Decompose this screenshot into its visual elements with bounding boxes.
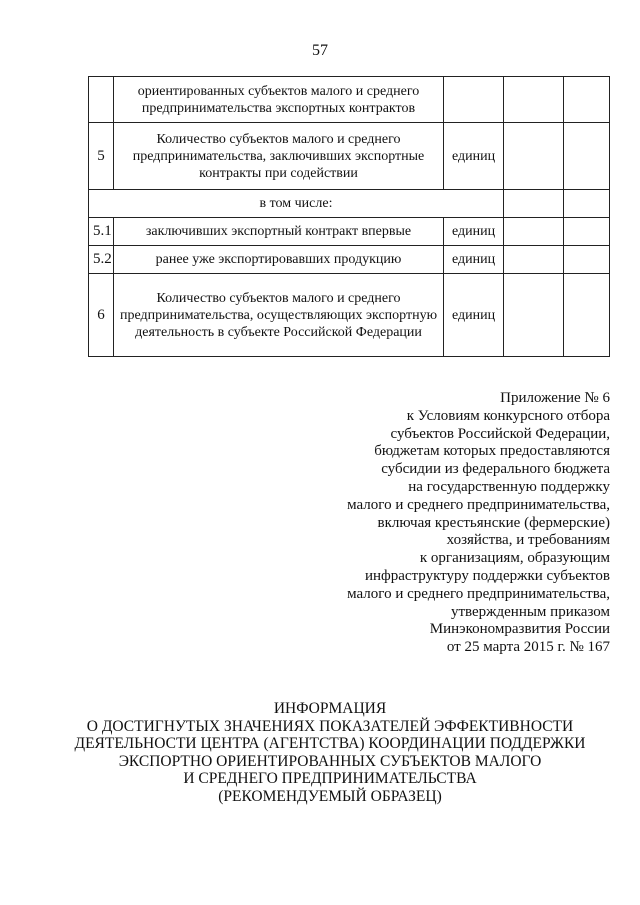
page-number: 57 — [312, 42, 328, 59]
table-row — [89, 218, 610, 246]
appendix-line: хозяйства, и требованиям — [446, 532, 610, 549]
value-cell — [564, 274, 610, 357]
appendix-line: включая крестьянские (фермерские) — [377, 514, 610, 531]
title-line: ДЕЯТЕЛЬНОСТИ ЦЕНТРА (АГЕНТСТВА) КООРДИНАЦИИ ПОДДЕРЖКИ — [74, 735, 586, 752]
appendix-line: субъектов Российской Федерации, — [390, 425, 610, 442]
appendix-line: инфраструктуру поддержки субъектов — [364, 567, 610, 584]
row-number: 5.2 — [89, 246, 114, 274]
appendix-line: бюджетам которых предоставляются — [374, 443, 610, 460]
table-row — [89, 77, 610, 123]
unit-cell: единиц — [444, 246, 504, 274]
document-title — [60, 700, 600, 805]
row-number: 5 — [89, 123, 114, 190]
title-line: ЭКСПОРТНО ОРИЕНТИРОВАННЫХ СУБЪЕКТОВ МАЛОГО — [118, 752, 542, 770]
value-cell — [564, 77, 610, 123]
appendix-line: на государственную поддержку — [408, 478, 610, 495]
unit-cell — [444, 77, 504, 123]
title-line: ИНФОРМАЦИЯ — [273, 700, 387, 717]
value-cell — [504, 123, 564, 190]
value-cell — [564, 218, 610, 246]
appendix-reference — [250, 390, 610, 657]
appendix-line: Приложение № 6 — [500, 390, 610, 406]
indicator-name: заключивших экспортный контракт впервые — [114, 218, 444, 246]
unit-cell: единиц — [444, 123, 504, 190]
appendix-line: малого и среднего предпринимательства, — [347, 585, 610, 602]
appendix-line: малого и среднего предпринимательства, — [347, 496, 610, 513]
indicator-name: Количество субъектов малого и среднего предпринимательства, заключивших экспортные контракты при содействии — [114, 123, 444, 190]
unit-cell: единиц — [444, 274, 504, 357]
table-row — [89, 123, 610, 190]
title-line: О ДОСТИГНУТЫХ ЗНАЧЕНИЯХ ПОКАЗАТЕЛЕЙ ЭФФЕКТИВНОСТИ — [86, 717, 574, 735]
indicator-name: Количество субъектов малого и среднего предпринимательства, осуществляющих экспортную деятельность в субъекте Российской Федерации — [114, 274, 444, 357]
value-cell — [564, 246, 610, 274]
value-cell — [504, 218, 564, 246]
indicators-table — [88, 76, 610, 357]
value-cell — [504, 246, 564, 274]
table-row — [89, 190, 610, 218]
title-line: И СРЕДНЕГО ПРЕДПРИНИМАТЕЛЬСТВА — [183, 770, 477, 787]
row-number — [89, 77, 114, 123]
indicator-name: ориентированных субъектов малого и среднего предпринимательства экспортных контрактов — [114, 77, 444, 123]
value-cell — [504, 190, 564, 218]
value-cell — [504, 77, 564, 123]
unit-cell: единиц — [444, 218, 504, 246]
value-cell — [564, 190, 610, 218]
subheader-cell: в том числе: — [89, 190, 504, 218]
appendix-line: от 25 марта 2015 г. № 167 — [446, 639, 610, 656]
row-number: 5.1 — [89, 218, 114, 246]
indicator-name: ранее уже экспортировавших продукцию — [114, 246, 444, 274]
appendix-line: к организациям, образующим — [419, 550, 610, 567]
value-cell — [504, 274, 564, 357]
table-row — [89, 274, 610, 357]
appendix-line: утвержденным приказом — [450, 603, 610, 620]
table-row — [89, 246, 610, 274]
row-number: 6 — [89, 274, 114, 357]
appendix-line: к Условиям конкурсного отбора — [406, 407, 610, 424]
value-cell — [564, 123, 610, 190]
appendix-line: Минэкономразвития России — [429, 621, 610, 638]
appendix-line: субсидии из федерального бюджета — [381, 461, 610, 478]
title-line: (РЕКОМЕНДУЕМЫЙ ОБРАЗЕЦ) — [218, 787, 442, 805]
